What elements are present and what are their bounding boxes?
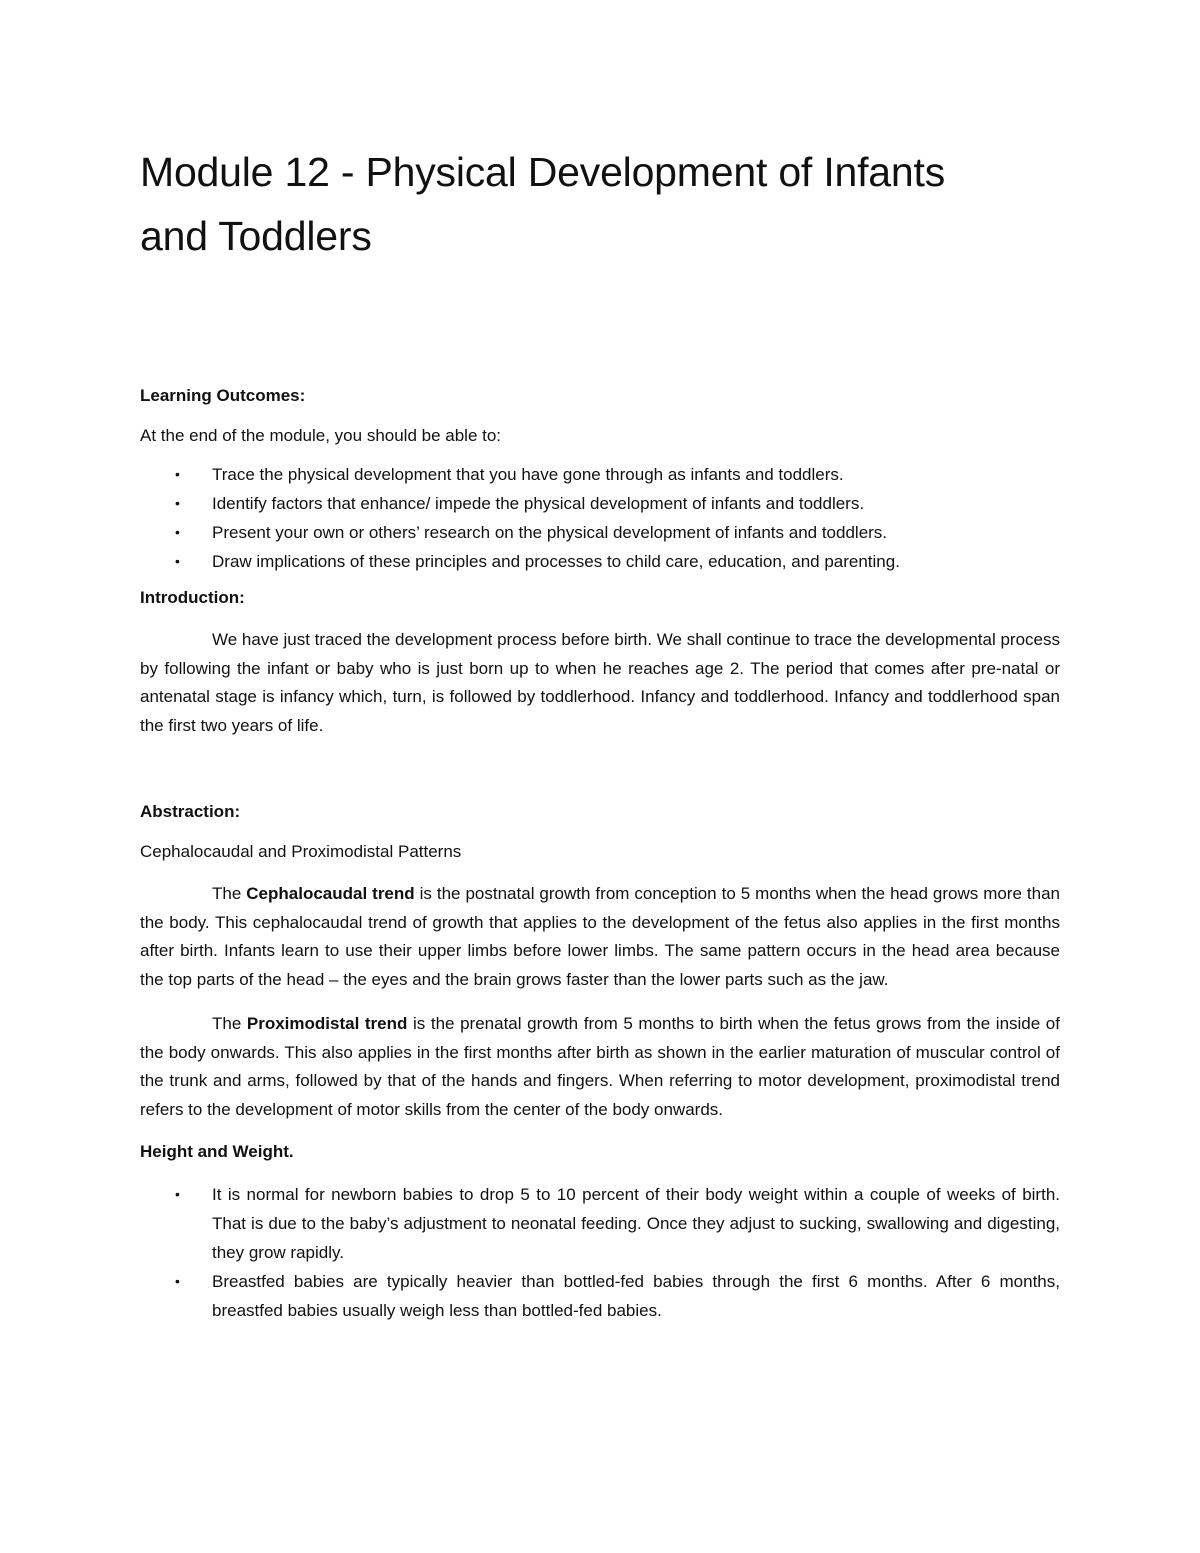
height-weight-list — [140, 1180, 1060, 1325]
abstraction-subheading: Cephalocaudal and Proximodistal Patterns — [140, 842, 462, 861]
list-item — [140, 489, 1060, 518]
bullet-icon: • — [175, 553, 180, 569]
list-item — [140, 1267, 1060, 1325]
proximodistal-paragraph — [140, 1010, 1060, 1124]
title-line-1: Module 12 - Physical Development of Infants — [140, 149, 945, 195]
list-item-text: Trace the physical development that you have gone through as infants and toddlers. — [212, 465, 844, 484]
bullet-icon: • — [175, 495, 180, 511]
list-item — [140, 518, 1060, 547]
page-title — [140, 140, 1060, 268]
bullet-icon: • — [175, 1273, 180, 1289]
list-item-text: Breastfed babies are typically heavier than bottled-fed babies through the first 6 months. After 6 months, breastfed babies usually weigh less than bottled-fed babies. — [212, 1272, 1060, 1320]
introduction-paragraph — [140, 626, 1060, 740]
list-item-text: Identify factors that enhance/ impede the physical development of infants and toddlers. — [212, 494, 865, 513]
bullet-icon: • — [175, 1186, 180, 1202]
list-item — [140, 460, 1060, 489]
document-page — [140, 140, 1060, 1325]
proximodistal-pre: The — [212, 1014, 247, 1033]
list-item-text: It is normal for newborn babies to drop 5 to 10 percent of their body weight within a couple of weeks of birth. That is due to the baby’s adjustment to neonatal feeding. Once they adjust to sucking, swallowing and digesting, they grow rapidly. — [212, 1185, 1060, 1262]
learning-outcomes-list — [140, 460, 1060, 576]
cephalocaudal-pre: The — [212, 884, 247, 903]
proximodistal-text: is the prenatal growth from 5 months to birth when the fetus grows from the inside of the body onwards. This also applies in the first months after birth as shown in the earlier maturation of muscular control of the trunk and arms, followed by that of the hands and fingers. When referring to motor development, proximodistal trend refers to the development of motor skills from the center of the body onwards. — [140, 1014, 1060, 1119]
height-weight-heading: Height and Weight. — [140, 1142, 294, 1161]
bullet-icon: • — [175, 466, 180, 482]
learning-outcomes-lead: At the end of the module, you should be able to: — [140, 426, 502, 445]
learning-outcomes-heading: Learning Outcomes: — [140, 386, 306, 405]
list-item-text: Draw implications of these principles and processes to child care, education, and parenting. — [212, 552, 900, 571]
introduction-heading: Introduction: — [140, 588, 245, 607]
list-item — [140, 547, 1060, 576]
abstraction-heading: Abstraction: — [140, 802, 241, 821]
proximodistal-term: Proximodistal trend — [246, 1014, 408, 1033]
title-line-2: and Toddlers — [140, 213, 372, 259]
cephalocaudal-text: is the postnatal growth from conception to 5 months when the head grows more than the body. This cephalocaudal trend of growth that applies to the development of the fetus also applies in the first months after birth. Infants learn to use their upper limbs before lower limbs. The same pattern occurs in the head area because the top parts of the head – the eyes and the brain grows faster than the lower parts such as the jaw. — [140, 884, 1060, 989]
cephalocaudal-term: Cephalocaudal trend — [246, 884, 415, 903]
introduction-text: We have just traced the development process before birth. We shall continue to trace the developmental process by following the infant or baby who is just born up to when he reaches age 2. The period that comes after pre-natal or antenatal stage is infancy which, turn, is followed by toddlerhood. Infancy and toddlerhood. Infancy and toddlerhood span the first two years of life. — [140, 630, 1060, 735]
list-item — [140, 1180, 1060, 1267]
cephalocaudal-paragraph — [140, 880, 1060, 994]
bullet-icon: • — [175, 524, 180, 540]
list-item-text: Present your own or others’ research on the physical development of infants and toddlers. — [212, 523, 888, 542]
